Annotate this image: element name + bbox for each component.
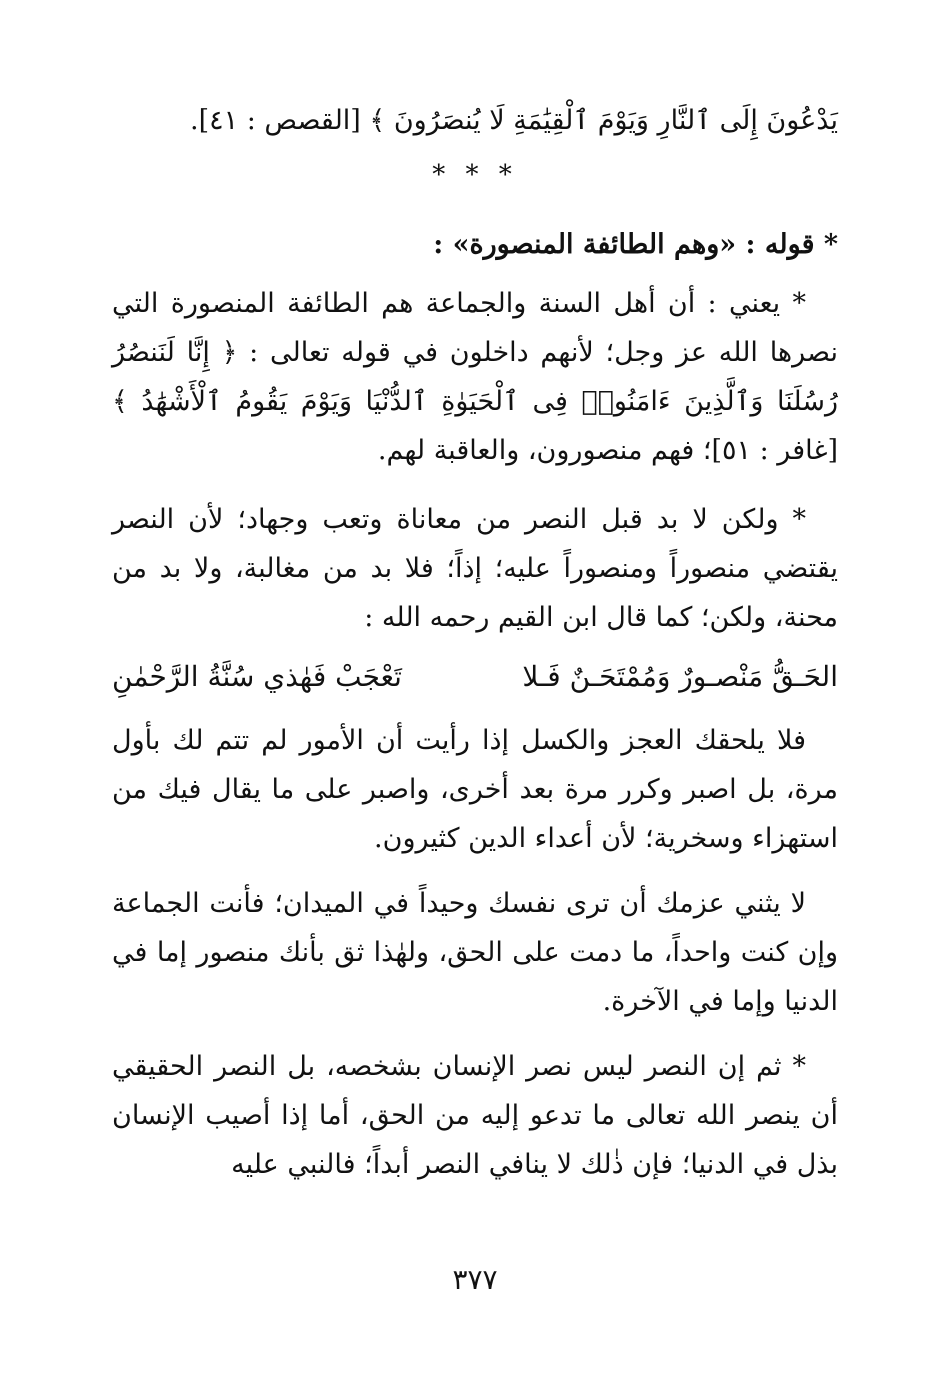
page-number: ٣٧٧ bbox=[452, 1263, 498, 1296]
paragraph-5: * ثم إن النصر ليس نصر الإنسان بشخصه، بل النصر الحقيقي أن ينصر الله تعالى ما تدعو إليه من الحق، أما إذا أصيب الإنسان بذل في الدنيا؛ فإن ذٰلك لا ينافي النصر أبداً؛ فالنبي عليه bbox=[112, 1051, 838, 1180]
section-separator: * * * bbox=[432, 160, 518, 190]
verse-first-hemistich: الحَـقُّ مَنْصـورٌ وَمُمْتَحَـنٌ فَـلا bbox=[522, 660, 838, 693]
paragraph-3: فلا يلحقك العجز والكسل إذا رأيت أن الأمور لم تتم لك بأول مرة، بل اصبر وكرر مرة بعد أخرى، واصبر على ما يقال فيك من استهزاء وسخرية؛ لأن أعداء الدين كثيرون. bbox=[112, 725, 838, 854]
section-heading: * قوله : «وهم الطائفة المنصورة» : bbox=[433, 229, 838, 260]
paragraph-1: * يعني : أن أهل السنة والجماعة هم الطائفة المنصورة التي نصرها الله عز وجل؛ لأنهم داخلون في قوله تعالى : ﴿ إِنَّا لَنَنصُرُ رُسُلَنَا وَٱلَّذِينَ ءَامَنُوا۟ فِى ٱلْحَيَوٰةِ ٱلدُّنْيَا وَيَوْمَ يَقُومُ ٱلْأَشْهَٰدُ ﴾ [غافر : ٥١]؛ فهم منصورون، والعاقبة لهم. bbox=[112, 288, 838, 466]
poetry-verse bbox=[112, 651, 838, 703]
paragraph-4: لا يثني عزمك أن ترى نفسك وحيداً في الميدان؛ فأنت الجماعة وإن كنت واحداً، ما دمت على الحق، ولهٰذا ثق بأنك منصور إما في الدنيا وإما في الآخرة. bbox=[112, 888, 838, 1017]
quran-verse-line: يَدْعُونَ إِلَى ٱلنَّارِ وَيَوْمَ ٱلْقِيَٰمَةِ لَا يُنصَرُونَ ﴾ [القصص : ٤١]. bbox=[190, 105, 838, 136]
paragraph-2: * ولكن لا بد قبل النصر من معاناة وتعب وجهاد؛ لأن النصر يقتضي منصوراً ومنصوراً عليه؛ إذاً؛ فلا بد من مغالبة، ولا بد من محنة، ولكن؛ كما قال ابن القيم رحمه الله : bbox=[112, 504, 838, 633]
verse-second-hemistich: تَعْجَبْ فَهٰذي سُنَّةُ الرَّحْمٰنِ bbox=[112, 660, 402, 693]
